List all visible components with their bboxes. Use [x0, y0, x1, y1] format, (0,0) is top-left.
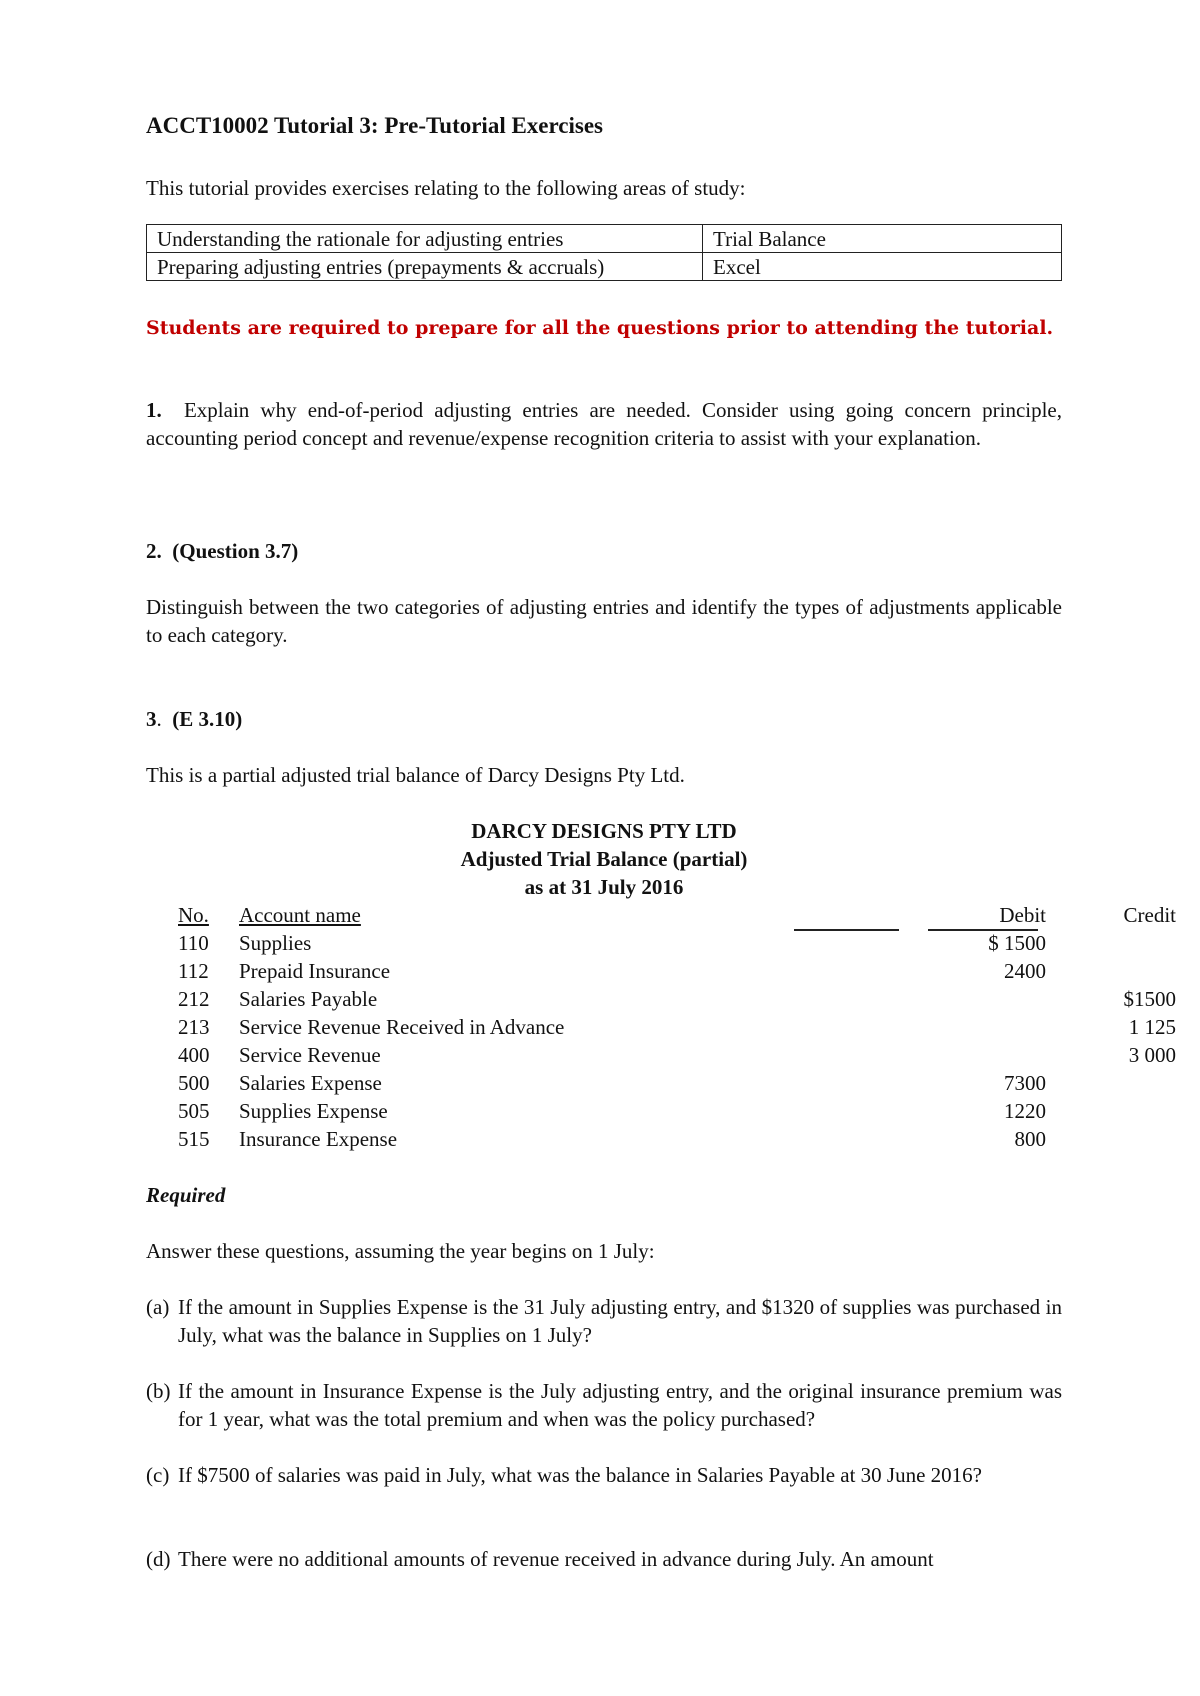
question-number: 1.: [146, 398, 162, 422]
item-label: (a): [146, 1295, 170, 1319]
table-cell: Preparing adjusting entries (prepayments & accruals): [147, 253, 703, 281]
trial-balance-header: [146, 901, 1176, 929]
account-credit: 3 000: [1128, 1043, 1176, 1067]
account-debit: 1220: [1004, 1099, 1046, 1123]
list-item: [146, 1377, 1062, 1433]
trial-balance-title: Adjusted Trial Balance (partial): [460, 847, 748, 871]
question-3-intro: This is a partial adjusted trial balance of Darcy Designs Pty Ltd.: [146, 763, 685, 787]
account-debit: 7300: [1004, 1071, 1046, 1095]
account-name: Service Revenue: [239, 1043, 381, 1067]
table-row: [146, 1069, 1062, 1097]
account-no: 212: [178, 987, 210, 1011]
intro-text: This tutorial provides exercises relating to the following areas of study:: [146, 176, 746, 200]
question-number: 2.: [146, 539, 162, 563]
list-item: [146, 1293, 1062, 1349]
trial-balance-date: as at 31 July 2016: [524, 875, 684, 899]
item-label: (c): [146, 1463, 170, 1487]
list-item: [146, 1545, 1062, 1573]
column-header-name: Account name: [239, 903, 361, 927]
account-name: Salaries Payable: [239, 987, 378, 1011]
notice-text: Students are required to prepare for all the questions prior to attending the tutorial.: [146, 317, 1054, 339]
item-label: (d): [146, 1547, 171, 1571]
item-text: If $7500 of salaries was paid in July, what was the balance in Salaries Payable at 30 June 2016?: [178, 1463, 982, 1487]
account-debit: 800: [1014, 1127, 1046, 1151]
table-row: [146, 1013, 1176, 1041]
table-row: [146, 1125, 1062, 1153]
account-debit: $ 1500: [988, 931, 1046, 955]
account-name: Prepaid Insurance: [239, 959, 391, 983]
account-credit: $1500: [1123, 987, 1176, 1011]
account-name: Supplies Expense: [239, 1099, 388, 1123]
table-row: [147, 253, 1062, 281]
table-row: [146, 985, 1176, 1013]
question-text: Explain why end-of-period adjusting entries are needed. Consider using going concern principle, accounting period concept and revenue/expense recognition criteria to assist with your explanation.: [146, 398, 1063, 450]
page-title: ACCT10002 Tutorial 3: Pre-Tutorial Exercises: [146, 113, 604, 138]
account-no: 110: [178, 931, 209, 955]
list-item: [146, 1461, 1062, 1489]
column-header-no: No.: [178, 903, 209, 927]
table-row: [146, 1041, 1176, 1069]
question-1: [146, 396, 1062, 452]
column-header-credit: Credit: [1123, 903, 1176, 927]
item-text: There were no additional amounts of revenue received in advance during July. An amount: [178, 1547, 934, 1571]
table-row: [146, 1097, 1062, 1125]
item-text: If the amount in Insurance Expense is the July adjusting entry, and the original insurance premium was for 1 year, what was the total premium and when was the policy purchased?: [178, 1379, 1062, 1431]
account-no: 500: [178, 1071, 210, 1095]
question-2-heading: [146, 537, 298, 565]
account-no: 112: [178, 959, 209, 983]
company-name: DARCY DESIGNS PTY LTD: [471, 819, 737, 843]
table-row: [146, 929, 1062, 957]
required-heading: Required: [146, 1183, 226, 1207]
column-header-debit: Debit: [999, 903, 1046, 927]
account-credit: 1 125: [1128, 1015, 1176, 1039]
table-cell: Understanding the rationale for adjusting entries: [147, 225, 703, 253]
account-name: Service Revenue Received in Advance: [239, 1015, 565, 1039]
table-cell: Trial Balance: [703, 225, 1062, 253]
question-ref: (Question 3.7): [172, 539, 299, 563]
table-cell: Excel: [703, 253, 1062, 281]
table-row: [147, 225, 1062, 253]
account-debit: 2400: [1004, 959, 1046, 983]
account-name: Supplies: [239, 931, 312, 955]
account-no: 515: [178, 1127, 210, 1151]
item-label: (b): [146, 1379, 171, 1403]
item-text: If the amount in Supplies Expense is the 31 July adjusting entry, and $1320 of supplies was purchased in July, what was the balance in Supplies on 1 July?: [178, 1295, 1062, 1347]
account-name: Insurance Expense: [239, 1127, 398, 1151]
question-ref: (E 3.10): [172, 707, 243, 731]
account-no: 213: [178, 1015, 210, 1039]
account-name: Salaries Expense: [239, 1071, 382, 1095]
table-row: [146, 957, 1062, 985]
question-2-text: Distinguish between the two categories of adjusting entries and identify the types of adjustments applicable to each category.: [146, 595, 1062, 647]
question-3-heading: 3. (E 3.10): [146, 707, 243, 731]
required-intro: Answer these questions, assuming the year begins on 1 July:: [146, 1239, 655, 1263]
study-areas-table: [146, 224, 1062, 281]
account-no: 400: [178, 1043, 210, 1067]
account-no: 505: [178, 1099, 210, 1123]
question-number: 3: [146, 707, 157, 731]
